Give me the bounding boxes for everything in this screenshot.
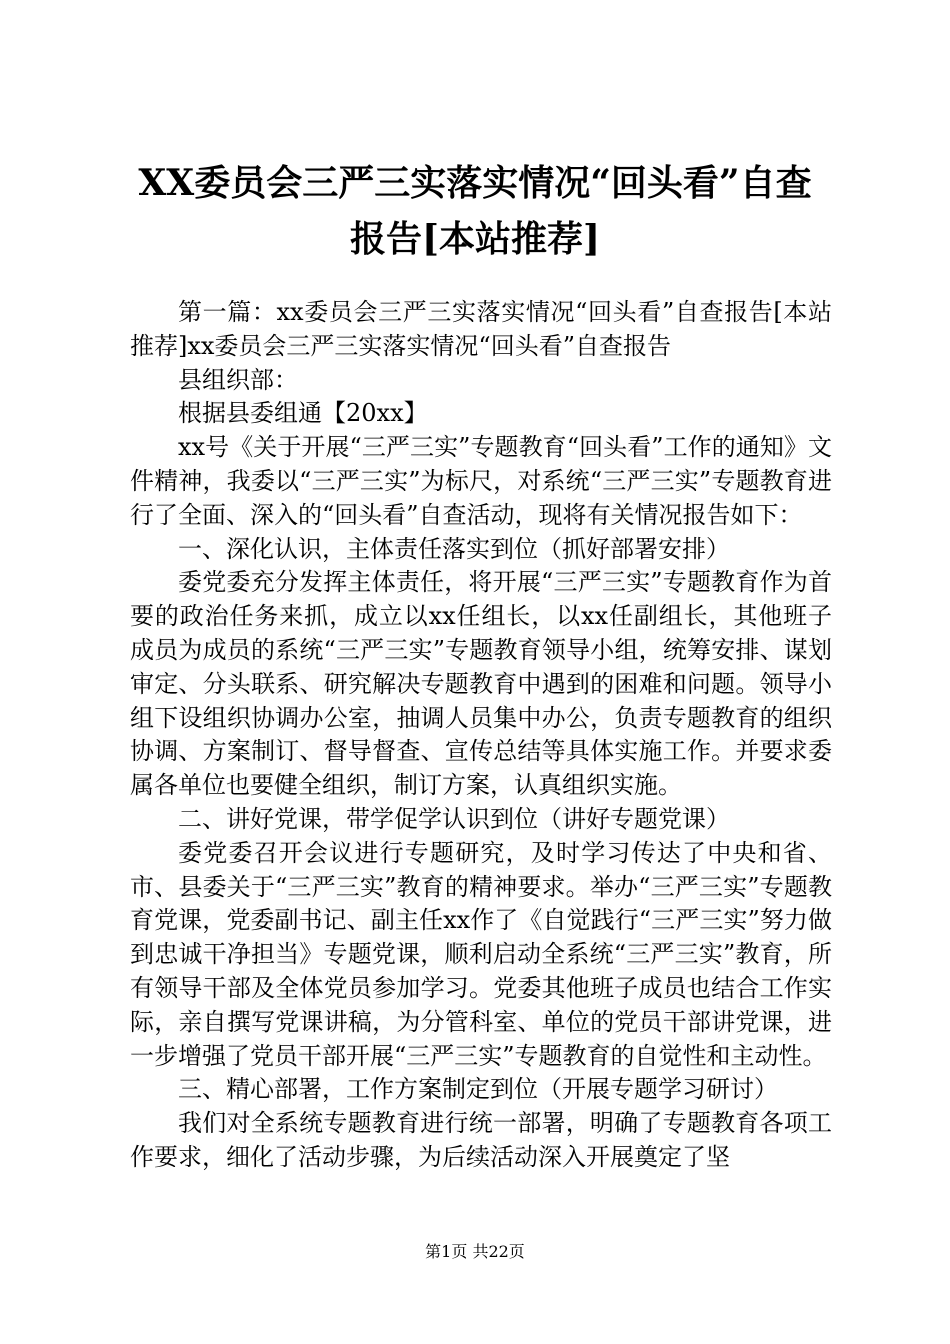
document-title-line-2: 报告[本站推荐]	[349, 218, 601, 260]
document-body	[130, 296, 832, 1175]
section-heading-2: 二、讲好党课，带学促学认识到位（讲好专题党课）	[178, 804, 730, 833]
document-title-line-1: XX委员会三严三实落实情况“回头看”自查	[138, 162, 812, 204]
paragraph-reference: 根据县委组通【20xx】	[178, 399, 428, 428]
paragraph-section-3: 我们对全系统专题教育进行统一部署，明确了专题教育各项工作要求，细化了活动步骤，为后续活动深入开展奠定了坚	[130, 1109, 832, 1171]
document-title	[125, 155, 825, 267]
paragraph-intro: 第一篇：xx委员会三严三实落实情况“回头看”自查报告[本站推荐]xx委员会三严三实落实情况“回头看”自查报告	[130, 298, 832, 360]
page-number: 第1页 共22页	[425, 1242, 525, 1261]
section-heading-1: 一、深化认识，主体责任落实到位（抓好部署安排）	[178, 534, 730, 563]
paragraph-section-2: 委党委召开会议进行专题研究，及时学习传达了中央和省、市、县委关于“三严三实”教育的精神要求。举办“三严三实”专题教育党课，党委副书记、副主任xx作了《自觉践行“三严三实”努力做到忠诚干净担当》专题党课，顺利启动全系统“三严三实”教育，所有领导干部及全体党员参加学习。党委其他班子成员也结合工作实际，亲自撰写党课讲稿，为分管科室、单位的党员干部讲党课，进一步增强了党员干部开展“三严三实”专题教育的自觉性和主动性。	[130, 838, 832, 1070]
section-heading-3: 三、精心部署，工作方案制定到位（开展专题学习研讨）	[178, 1075, 778, 1104]
paragraph-notice: xx号《关于开展“三严三实”专题教育“回头看”工作的通知》文件精神，我委以“三严三实”为标尺，对系统“三严三实”专题教育进行了全面、深入的“回头看”自查活动，现将有关情况报告如下：	[130, 433, 832, 529]
paragraph-addressee: 县组织部：	[178, 365, 298, 394]
paragraph-section-1: 委党委充分发挥主体责任，将开展“三严三实”专题教育作为首要的政治任务来抓，成立以xx任组长，以xx任副组长，其他班子成员为成员的系统“三严三实”专题教育领导小组，统筹安排、谋划审定、分头联系、研究解决专题教育中遇到的困难和问题。领导小组下设组织协调办公室，抽调人员集中办公，负责专题教育的组织协调、方案制订、督导督查、宣传总结等具体实施工作。并要求委属各单位也要健全组织，制订方案，认真组织实施。	[130, 568, 832, 800]
